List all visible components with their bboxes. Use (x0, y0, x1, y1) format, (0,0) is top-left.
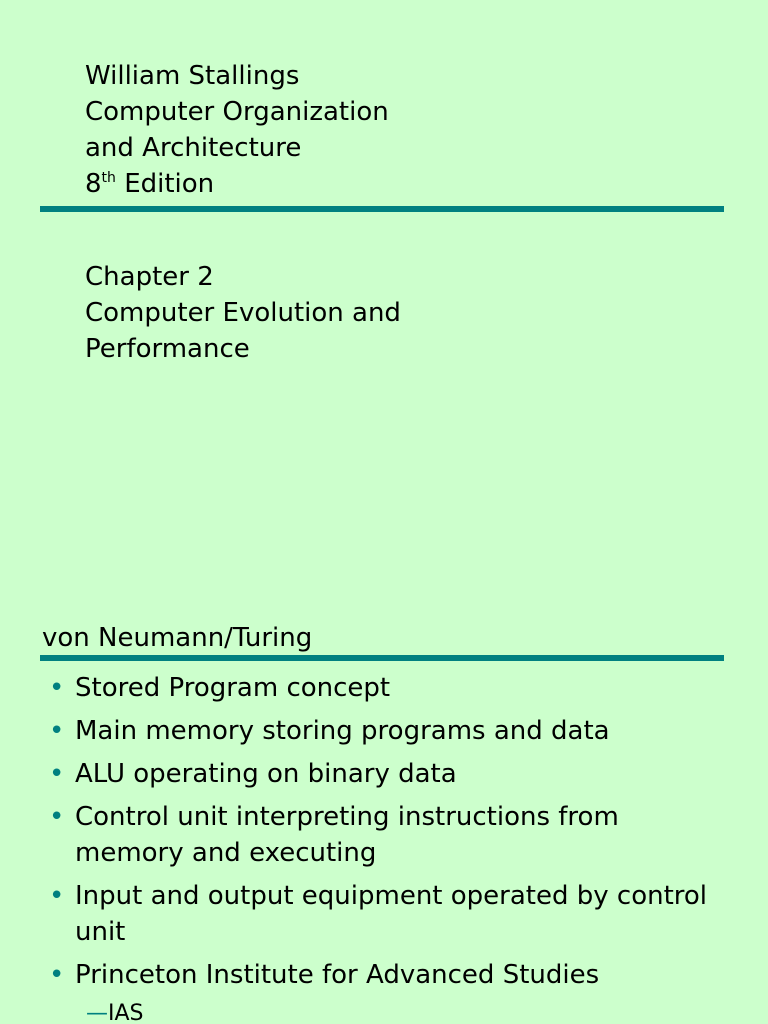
bullet-dot-icon: • (49, 716, 65, 746)
bullet-text: Input and output equipment operated by control unit (75, 881, 708, 947)
title-divider (40, 206, 724, 212)
bullet-dot-icon: • (49, 673, 65, 703)
sub-bullet-item (86, 999, 144, 1024)
chapter-name-line-1: Computer Evolution and (85, 298, 401, 328)
slide-title-divider (40, 655, 724, 661)
edition-number: 8 (85, 169, 102, 199)
sub-bullet-text: IAS (108, 1001, 144, 1024)
title-line-book-2: and Architecture (85, 133, 302, 163)
chapter-number: Chapter 2 (85, 262, 214, 292)
bullet-list (40, 670, 730, 1000)
chapter-name-line-2: Performance (85, 334, 250, 364)
bullet-dot-icon: • (49, 881, 65, 911)
bullet-dot-icon: • (49, 802, 65, 832)
slide-title: von Neumann/Turing (42, 623, 313, 653)
bullet-text: Princeton Institute for Advanced Studies (75, 960, 600, 990)
title-line-edition (85, 166, 389, 202)
sub-bullet-dash-icon: — (86, 1001, 108, 1024)
bullet-item (40, 957, 730, 993)
book-title (85, 58, 389, 202)
content-slide (0, 600, 768, 1024)
bullet-item (40, 670, 730, 706)
title-line-author: William Stallings (85, 61, 300, 91)
chapter-title (85, 259, 401, 367)
edition-word: Edition (124, 169, 215, 199)
bullet-dot-icon: • (49, 759, 65, 789)
bullet-text: Stored Program concept (75, 673, 391, 703)
bullet-text: ALU operating on binary data (75, 759, 457, 789)
edition-suffix: th (101, 170, 116, 186)
bullet-text: Control unit interpreting instructions from memory and executing (75, 802, 619, 868)
bullet-item (40, 713, 730, 749)
title-line-book-1: Computer Organization (85, 97, 389, 127)
bullet-text: Main memory storing programs and data (75, 716, 610, 746)
bullet-item (40, 756, 730, 792)
bullet-item (40, 878, 730, 950)
bullet-dot-icon: • (49, 960, 65, 990)
bullet-item (40, 799, 730, 871)
